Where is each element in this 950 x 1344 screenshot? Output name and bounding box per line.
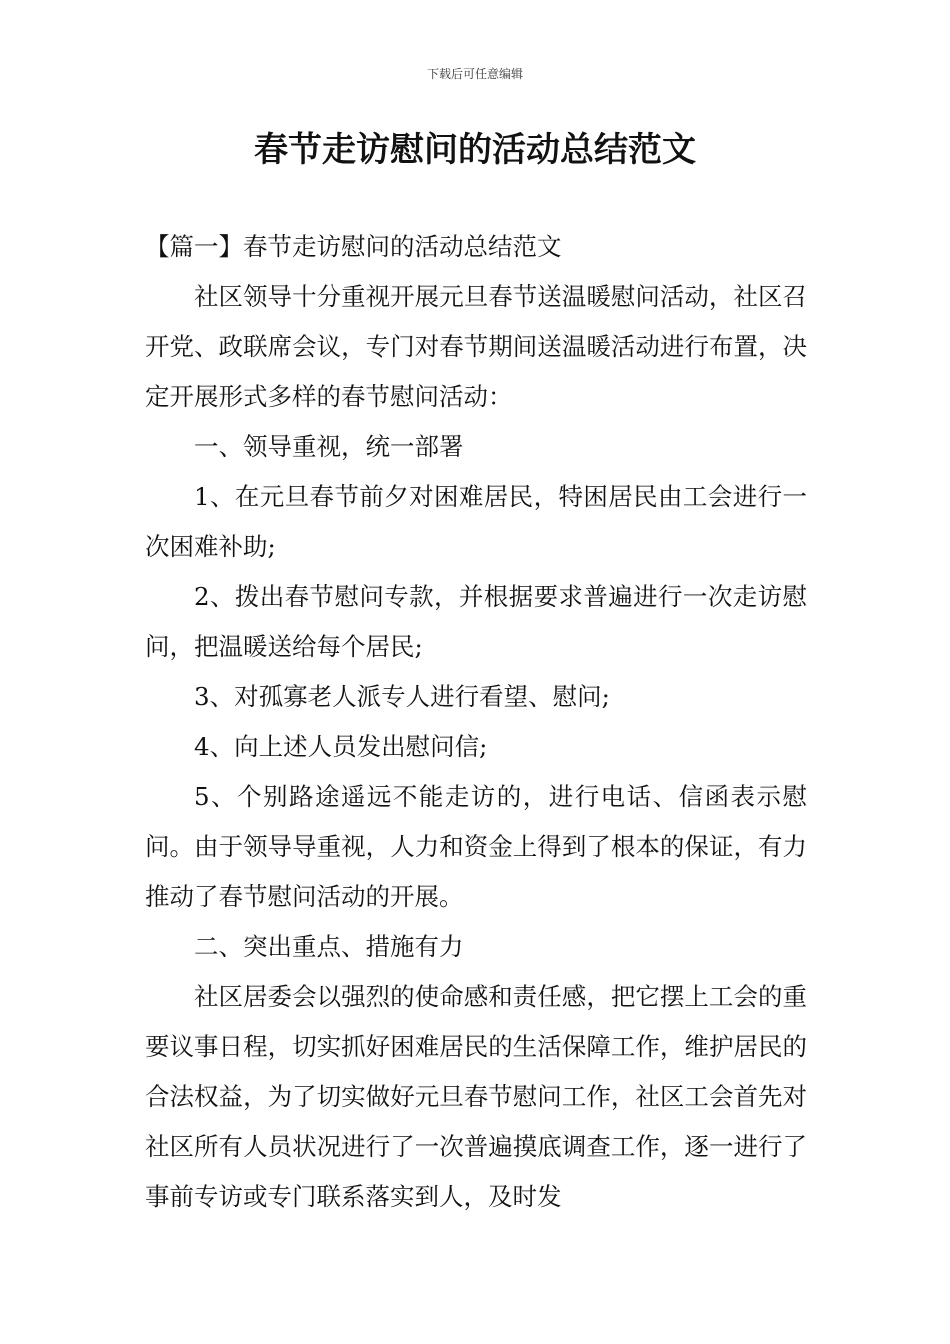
paragraph-intro: 社区领导十分重视开展元旦春节送温暖慰问活动，社区召开党、政联席会议，专门对春节期间送温暖活动进行布置，决定开展形式多样的春节慰问活动： bbox=[145, 282, 807, 411]
document-body bbox=[145, 222, 807, 1222]
list-item-5: 5、个别路途遥远不能走访的，进行电话、信函表示慰问。由于领导导重视，人力和资金上得到了根本的保证，有力推动了春节慰问活动的开展。 bbox=[145, 782, 807, 911]
section-heading-two: 二、突出重点、措施有力 bbox=[194, 932, 464, 961]
document-title: 春节走访慰问的活动总结范文 bbox=[254, 130, 696, 170]
list-item-4: 4、向上述人员发出慰问信; bbox=[194, 732, 488, 761]
list-item-1: 1、在元旦春节前夕对困难居民，特困居民由工会进行一次困难补助; bbox=[145, 482, 807, 561]
section-heading-part-one: 【篇一】春节走访慰问的活动总结范文 bbox=[145, 232, 562, 261]
page-header-note: 下载后可任意编辑 bbox=[426, 67, 523, 81]
paragraph-section-two: 社区居委会以强烈的使命感和责任感，把它摆上工会的重要议事日程，切实抓好困难居民的生活保障工作，维护居民的合法权益，为了切实做好元旦春节慰问工作，社区工会首先对社区所有人员状况进行了一次普遍摸底调查工作，逐一进行了事前专访或专门联系落实到人，及时发 bbox=[145, 982, 807, 1211]
list-item-3: 3、对孤寡老人派专人进行看望、慰问; bbox=[194, 682, 610, 711]
list-item-2: 2、拨出春节慰问专款，并根据要求普遍进行一次走访慰问，把温暖送给每个居民; bbox=[145, 582, 807, 661]
section-heading-one: 一、领导重视，统一部署 bbox=[194, 432, 464, 461]
